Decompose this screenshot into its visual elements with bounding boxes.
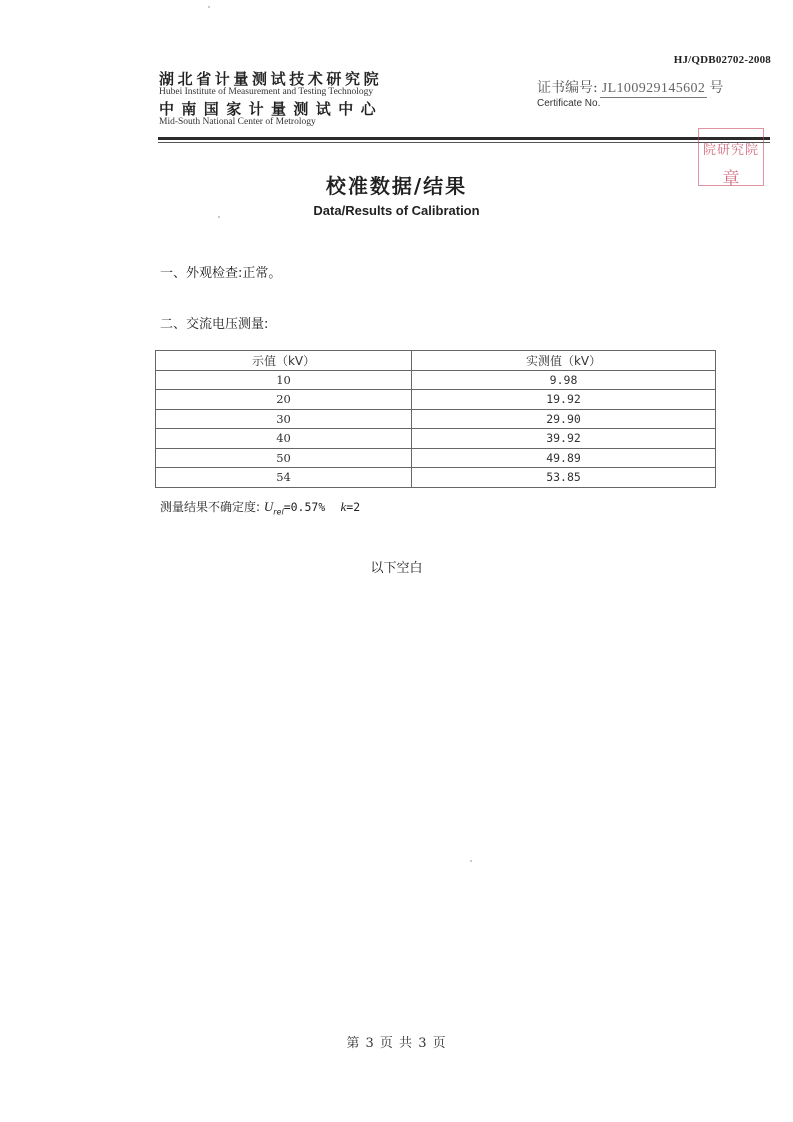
blank-below-note: 以下空白 (370, 561, 423, 576)
institute-name-en: Hubei Institute of Measurement and Testing Technology (159, 87, 374, 97)
center-name-cn: 中南国家计量测试中心 (159, 100, 384, 118)
measured-value-cell: 19.92 (412, 390, 716, 410)
table-row (156, 370, 716, 390)
uncertainty-value: =0.57% (283, 500, 326, 514)
table-row (156, 409, 716, 429)
table-row (156, 390, 716, 410)
certificate-label: 证书编号: (537, 80, 598, 96)
table-row (156, 468, 716, 488)
measured-value-cell: 49.89 (412, 448, 716, 468)
indicated-value-cell: 40 (156, 429, 412, 449)
coverage-factor-symbol: k (340, 499, 347, 514)
section-ac-voltage: 二、交流电压测量: (160, 317, 269, 332)
header-indicated-value: 示值（kV） (156, 351, 412, 371)
certificate-number: JL100929145602 (601, 81, 706, 96)
header-measured-value: 实测值（kV） (412, 351, 716, 371)
uncertainty-subscript: rel (273, 507, 284, 517)
header-rule-thin (158, 142, 770, 143)
scan-speck (208, 6, 210, 8)
scan-speck (470, 860, 472, 862)
measured-value-cell: 29.90 (412, 409, 716, 429)
page-title-en: Data/Results of Calibration (313, 203, 480, 218)
page-number: 第 3 页 共 3 页 (346, 1036, 447, 1051)
measured-value-cell: 9.98 (412, 370, 716, 390)
seal-text-bottom: 章 (722, 169, 740, 189)
measured-value-cell: 53.85 (412, 468, 716, 488)
scan-speck (218, 216, 220, 218)
certificate-number-line (537, 77, 723, 98)
coverage-factor-value: =2 (346, 500, 361, 514)
measured-value-cell: 39.92 (412, 429, 716, 449)
calibration-table (155, 350, 716, 488)
table-header-row (156, 351, 716, 371)
indicated-value-cell: 54 (156, 468, 412, 488)
institute-name-cn: 湖北省计量测试技术研究院 (159, 70, 383, 88)
measurement-uncertainty (160, 498, 360, 516)
header-rule-thick (158, 137, 770, 140)
page-title-cn: 校准数据/结果 (325, 174, 468, 198)
form-code: HJ/QDB02702-2008 (673, 54, 771, 66)
center-name-en: Mid-South National Center of Metrology (159, 117, 316, 127)
uncertainty-symbol: U (263, 499, 274, 514)
certificate-suffix: 号 (709, 80, 724, 96)
indicated-value-cell: 20 (156, 390, 412, 410)
indicated-value-cell: 30 (156, 409, 412, 429)
table-row (156, 429, 716, 449)
uncertainty-label: 测量结果不确定度: (160, 500, 261, 514)
section-appearance-check: 一、外观检查:正常。 (160, 266, 282, 281)
table-row (156, 448, 716, 468)
indicated-value-cell: 50 (156, 448, 412, 468)
certificate-label-en: Certificate No. (537, 98, 601, 109)
indicated-value-cell: 10 (156, 370, 412, 390)
seal-text-top: 院研究院 (702, 143, 759, 158)
